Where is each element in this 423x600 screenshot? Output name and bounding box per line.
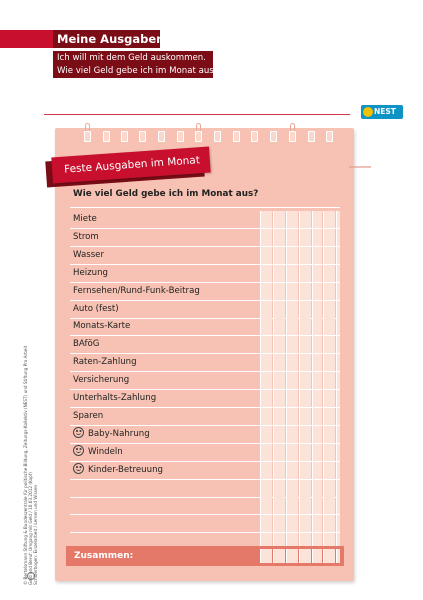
amount-cell[interactable] <box>323 229 335 246</box>
binding-ring <box>289 131 296 142</box>
amount-cell[interactable] <box>323 390 335 407</box>
amount-cell[interactable] <box>299 497 311 514</box>
amount-cell[interactable] <box>312 247 322 264</box>
amount-cell[interactable] <box>312 336 322 353</box>
total-amount-cell[interactable] <box>273 549 285 563</box>
row-label <box>70 211 260 228</box>
amount-cell[interactable] <box>273 515 285 532</box>
amount-cell[interactable] <box>299 444 311 461</box>
header-divider <box>44 114 350 115</box>
amount-cell[interactable] <box>286 515 298 532</box>
row-label-text: BAföG <box>73 339 100 350</box>
amount-cell[interactable] <box>323 497 335 514</box>
total-label: Zusammen: <box>74 551 134 561</box>
amount-cell[interactable] <box>299 515 311 532</box>
amount-cell[interactable] <box>336 318 340 335</box>
binding-ring <box>139 131 146 142</box>
amount-cell[interactable] <box>336 247 340 264</box>
amount-cell[interactable] <box>260 247 272 264</box>
table-row <box>70 283 340 301</box>
table-row <box>70 408 340 426</box>
amount-cell[interactable] <box>286 444 298 461</box>
row-label <box>70 265 260 282</box>
table-row <box>70 247 340 265</box>
amount-cell[interactable] <box>273 336 285 353</box>
row-label-text: Versicherung <box>73 375 130 386</box>
binding-ring <box>103 131 110 142</box>
row-label-text: Windeln <box>88 446 123 457</box>
table-row <box>70 390 340 408</box>
binding-ring <box>270 131 277 142</box>
amount-cell[interactable] <box>312 372 322 389</box>
amount-cell[interactable] <box>286 301 298 318</box>
amount-cell[interactable] <box>312 229 322 246</box>
amount-cell[interactable] <box>299 426 311 443</box>
amount-cell[interactable] <box>260 426 272 443</box>
page-title: Meine Ausgaben <box>53 30 160 48</box>
table-row <box>70 497 340 515</box>
amount-cell[interactable] <box>336 390 340 407</box>
amount-cell[interactable] <box>273 372 285 389</box>
amount-cell[interactable] <box>299 301 311 318</box>
amount-cell[interactable] <box>273 265 285 282</box>
amount-cell[interactable] <box>299 247 311 264</box>
table-row <box>70 480 340 498</box>
amount-cell[interactable] <box>286 211 298 228</box>
amount-cell[interactable] <box>273 318 285 335</box>
amount-cell[interactable] <box>336 211 340 228</box>
amount-cell[interactable] <box>260 480 272 497</box>
binding-hook <box>196 123 201 131</box>
amount-cell[interactable] <box>312 301 322 318</box>
amount-cell[interactable] <box>336 444 340 461</box>
amount-cell[interactable] <box>286 426 298 443</box>
amount-cell[interactable] <box>286 354 298 371</box>
total-amount-cell[interactable] <box>312 549 322 563</box>
amount-cell[interactable] <box>260 497 272 514</box>
amount-cell[interactable] <box>336 283 340 300</box>
side-credit-line-2: Geld und Beruf: Umgang mit Geld / 10.03.2012 (Kopf) <box>27 472 33 585</box>
binding-hook <box>290 123 295 131</box>
amount-cell[interactable] <box>273 444 285 461</box>
amount-cell[interactable] <box>286 390 298 407</box>
section-ribbon: Feste Ausgaben im Monat <box>51 147 210 184</box>
amount-cell[interactable] <box>260 444 272 461</box>
row-label <box>70 426 260 443</box>
amount-cell[interactable] <box>323 444 335 461</box>
row-label-text: Kinder-Betreuung <box>88 464 163 475</box>
row-label <box>70 462 260 479</box>
binding-ring <box>84 131 91 142</box>
binding-ring <box>195 131 202 142</box>
table-row <box>70 318 340 336</box>
row-label <box>70 336 260 353</box>
amount-cell[interactable] <box>286 462 298 479</box>
amount-cell[interactable] <box>260 301 272 318</box>
amount-cell[interactable] <box>299 265 311 282</box>
amount-cell[interactable] <box>273 408 285 425</box>
total-row <box>66 546 344 566</box>
amount-cell[interactable] <box>323 211 335 228</box>
amount-cell[interactable] <box>323 247 335 264</box>
binding-ring <box>121 131 128 142</box>
question-underline <box>70 207 340 208</box>
amount-cell[interactable] <box>299 462 311 479</box>
amount-cell[interactable] <box>260 515 272 532</box>
amount-cell[interactable] <box>286 283 298 300</box>
amount-cell[interactable] <box>260 265 272 282</box>
amount-cell[interactable] <box>260 408 272 425</box>
amount-cell[interactable] <box>312 515 322 532</box>
amount-cell[interactable] <box>312 426 322 443</box>
table-row <box>70 444 340 462</box>
amount-cell[interactable] <box>299 480 311 497</box>
amount-cell[interactable] <box>312 390 322 407</box>
amount-cell[interactable] <box>336 497 340 514</box>
binding-hook <box>85 123 90 131</box>
amount-cell[interactable] <box>323 354 335 371</box>
amount-cell[interactable] <box>260 372 272 389</box>
total-amount-cell[interactable] <box>323 549 335 563</box>
amount-cell[interactable] <box>336 462 340 479</box>
amount-cell[interactable] <box>336 515 340 532</box>
row-label-text: Wasser <box>73 249 104 260</box>
total-amount-cell[interactable] <box>336 549 340 563</box>
amount-cell[interactable] <box>323 283 335 300</box>
amount-cell[interactable] <box>273 462 285 479</box>
row-label-text: Strom <box>73 231 99 242</box>
nest-logo-icon <box>363 107 373 117</box>
row-label-text: Heizung <box>73 267 108 278</box>
table-row <box>70 229 340 247</box>
amount-cell[interactable] <box>273 480 285 497</box>
row-label <box>70 408 260 425</box>
amount-cell[interactable] <box>299 390 311 407</box>
row-label-text: Baby-Nahrung <box>88 428 150 439</box>
row-label-text: Miete <box>73 214 97 224</box>
row-label-text: Monats-Karte <box>73 321 131 332</box>
amount-cell[interactable] <box>273 426 285 443</box>
row-label <box>70 283 260 300</box>
binding-ring <box>251 131 258 142</box>
page-curl <box>349 166 371 168</box>
amount-cell[interactable] <box>312 318 322 335</box>
amount-cell[interactable] <box>260 229 272 246</box>
amount-cell[interactable] <box>312 497 322 514</box>
table-row <box>70 211 340 229</box>
table-row <box>70 301 340 319</box>
amount-cell[interactable] <box>336 408 340 425</box>
amount-cell[interactable] <box>336 229 340 246</box>
binding-ring <box>158 131 165 142</box>
amount-cell[interactable] <box>312 480 322 497</box>
row-label-text: Raten-Zahlung <box>73 357 137 368</box>
row-label <box>70 229 260 246</box>
amount-cell[interactable] <box>323 408 335 425</box>
amount-cell[interactable] <box>323 426 335 443</box>
subtitle-line-1: Ich will mit dem Geld auskommen. <box>57 53 206 63</box>
total-amount-cell[interactable] <box>260 549 272 563</box>
amount-cell[interactable] <box>286 336 298 353</box>
smiley-face-icon <box>73 427 84 438</box>
table-row <box>70 462 340 480</box>
amount-cell[interactable] <box>323 480 335 497</box>
row-label-text: Fernsehen/Rund-Funk-Beitrag <box>73 285 200 296</box>
table-row <box>70 515 340 533</box>
amount-cell[interactable] <box>312 283 322 300</box>
amount-cell[interactable] <box>336 480 340 497</box>
table-row <box>70 354 340 372</box>
amount-cell[interactable] <box>323 515 335 532</box>
amount-cell[interactable] <box>312 444 322 461</box>
smiley-face-icon <box>73 463 84 474</box>
amount-cell[interactable] <box>260 390 272 407</box>
binding-ring <box>326 131 333 142</box>
amount-cell[interactable] <box>260 318 272 335</box>
amount-cell[interactable] <box>312 462 322 479</box>
amount-cell[interactable] <box>286 318 298 335</box>
amount-cell[interactable] <box>299 408 311 425</box>
amount-cell[interactable] <box>299 336 311 353</box>
amount-cell[interactable] <box>260 336 272 353</box>
amount-cell[interactable] <box>299 354 311 371</box>
amount-cell[interactable] <box>323 301 335 318</box>
amount-cell[interactable] <box>323 318 335 335</box>
amount-cell[interactable] <box>299 283 311 300</box>
amount-cell[interactable] <box>323 265 335 282</box>
amount-cell[interactable] <box>286 372 298 389</box>
amount-cell[interactable] <box>312 354 322 371</box>
total-amount-cell[interactable] <box>286 549 298 563</box>
binding-ring <box>308 131 315 142</box>
amount-cell[interactable] <box>273 247 285 264</box>
amount-cell[interactable] <box>312 265 322 282</box>
amount-cell[interactable] <box>286 497 298 514</box>
amount-cell[interactable] <box>299 211 311 228</box>
row-label-text: Unterhalts-Zahlung <box>73 393 157 403</box>
binding-ring <box>233 131 240 142</box>
side-credit-line-3: Schülerbogen: Einzelarbeit / Lernen und Wissen <box>32 484 38 585</box>
row-label <box>70 372 260 389</box>
amount-cell[interactable] <box>286 265 298 282</box>
amount-cell[interactable] <box>336 372 340 389</box>
amount-cell[interactable] <box>299 229 311 246</box>
amount-cell[interactable] <box>323 372 335 389</box>
row-label-text: Sparen <box>73 410 104 421</box>
amount-cell[interactable] <box>336 426 340 443</box>
total-amount-cell[interactable] <box>299 549 311 563</box>
amount-cell[interactable] <box>260 354 272 371</box>
row-label <box>70 480 260 497</box>
row-label <box>70 318 260 335</box>
amount-cell[interactable] <box>273 497 285 514</box>
amount-cell[interactable] <box>260 283 272 300</box>
amount-cell[interactable] <box>312 408 322 425</box>
amount-cell[interactable] <box>260 211 272 228</box>
amount-cell[interactable] <box>336 354 340 371</box>
subtitle-line-2: Wie viel Geld gebe ich im Monat aus? <box>57 65 219 76</box>
table-row <box>70 426 340 444</box>
amount-cell[interactable] <box>323 462 335 479</box>
amount-cell[interactable] <box>260 462 272 479</box>
row-label <box>70 390 260 407</box>
nest-badge-label: NEST <box>374 107 396 116</box>
amount-cell[interactable] <box>299 372 311 389</box>
amount-cell[interactable] <box>323 336 335 353</box>
table-row <box>70 372 340 390</box>
amount-cell[interactable] <box>273 354 285 371</box>
row-label <box>70 444 260 461</box>
row-label <box>70 354 260 371</box>
amount-cell[interactable] <box>336 265 340 282</box>
amount-cell[interactable] <box>286 229 298 246</box>
amount-cell[interactable] <box>286 247 298 264</box>
row-label <box>70 301 260 318</box>
amount-cell[interactable] <box>273 301 285 318</box>
amount-cell[interactable] <box>312 211 322 228</box>
row-label-text: Auto (fest) <box>73 303 119 314</box>
table-row <box>70 265 340 283</box>
row-label <box>70 247 260 264</box>
page-subtitle <box>53 51 219 78</box>
binding-ring <box>177 131 184 142</box>
row-label <box>70 497 260 514</box>
amount-cell[interactable] <box>286 408 298 425</box>
amount-cell[interactable] <box>273 283 285 300</box>
amount-cell[interactable] <box>336 336 340 353</box>
amount-cell[interactable] <box>273 211 285 228</box>
row-label <box>70 515 260 532</box>
nest-badge <box>361 105 403 119</box>
sheet-question: Wie viel Geld gebe ich im Monat aus? <box>73 189 259 199</box>
side-credits <box>23 345 38 585</box>
amount-cell[interactable] <box>273 229 285 246</box>
amount-cell[interactable] <box>286 480 298 497</box>
amount-cell[interactable] <box>273 390 285 407</box>
binding-ring <box>214 131 221 142</box>
amount-cell[interactable] <box>299 318 311 335</box>
smiley-face-icon <box>73 445 84 456</box>
amount-cell[interactable] <box>336 301 340 318</box>
table-row <box>70 336 340 354</box>
side-credit-line-1: © Bertelsmann Stiftung & Bundeszentrale für politische Bildung, Zeitungs-Kollektiv (NEST) und Stiftung Pro Arbeit <box>23 345 28 585</box>
